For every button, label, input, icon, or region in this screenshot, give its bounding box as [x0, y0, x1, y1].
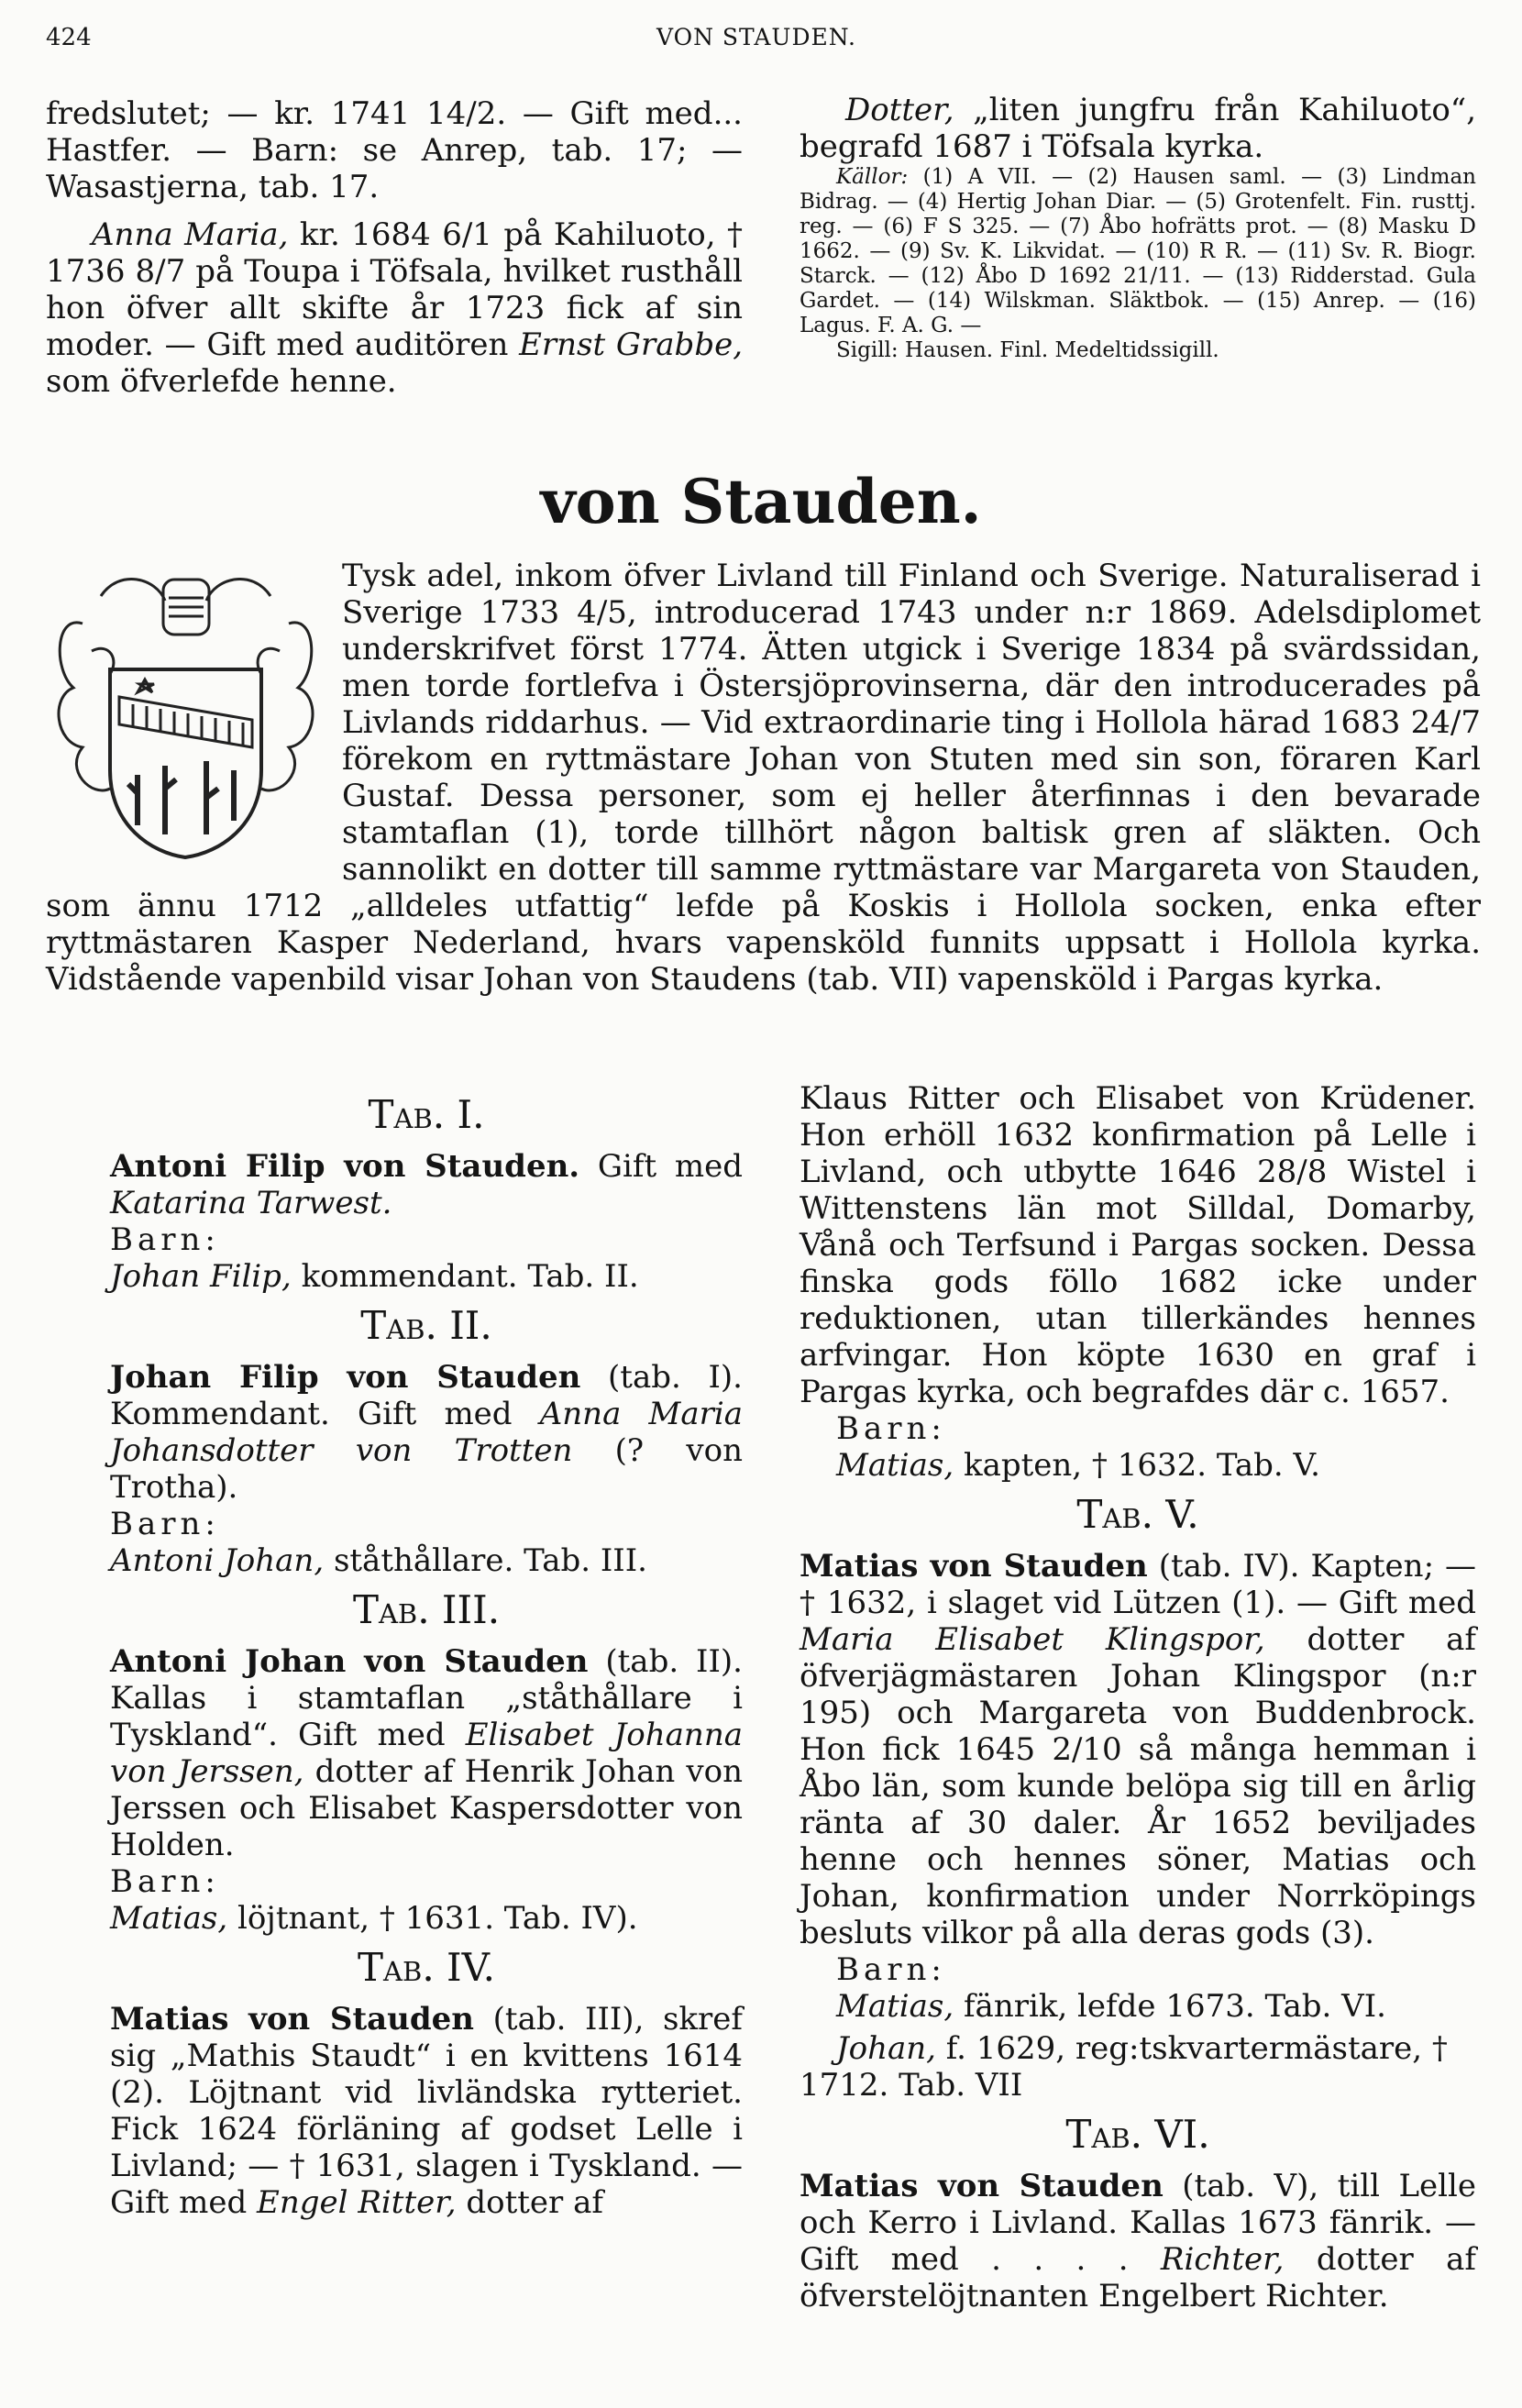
text: dotter af Henrik Johan von Jerssen och Elisabet Kaspersdotter von Holden. — [110, 1753, 744, 1863]
tab-v-entry — [800, 1548, 1476, 1951]
person-name: Anna Maria, — [92, 216, 289, 253]
tab-vi-entry — [800, 2168, 1476, 2314]
coat-of-arms-image — [46, 559, 325, 862]
barn-label: Barn: — [110, 1221, 220, 1258]
right-column-top — [800, 92, 1476, 363]
sources — [800, 165, 1476, 338]
text: (tab. II). Kallas i stamtaflan „ståthållare i Tyskland“. Gift med — [110, 1643, 743, 1753]
person-name: Antoni Johan von Stauden — [110, 1643, 589, 1680]
text: dotter af — [456, 2184, 603, 2221]
text: (tab. IV). Kapten; — † 1632, i slaget vid Lützen (1). — Gift med — [800, 1548, 1476, 1621]
child-name: Johan Filip, — [110, 1258, 292, 1295]
page-number: 424 — [46, 24, 92, 51]
barn-label: Barn: — [836, 1951, 946, 1988]
text: (tab. I). Kommendant. Gift med — [110, 1359, 743, 1432]
spouse-name: Engel Ritter, — [257, 2184, 457, 2221]
tab-heading-i: Tab. I. — [368, 1092, 485, 1137]
spouse-name: Katarina Tarwest. — [110, 1185, 392, 1221]
child-name: Johan, — [836, 2030, 936, 2067]
left-column-bottom — [110, 1084, 743, 2221]
tab-heading-ii: Tab. II. — [360, 1303, 492, 1348]
child-entry — [800, 1447, 1476, 1484]
child-entry — [110, 1542, 743, 1579]
spouse-name: Anna Maria Johansdotter von Trotten — [110, 1396, 743, 1469]
intro-paragraph — [46, 558, 1481, 998]
text: (? von Trotha). — [110, 1432, 744, 1506]
tab-ii-entry — [110, 1359, 743, 1506]
paragraph-anna-maria — [46, 216, 743, 400]
family-title: von Stauden. — [540, 466, 982, 537]
barn-label: Barn: — [110, 1863, 220, 1900]
text: kommendant. Tab. II. — [291, 1258, 639, 1295]
running-title: VON STAUDEN. — [656, 24, 856, 50]
sources-label: Källor: — [836, 165, 909, 189]
barn-label: Barn: — [836, 1410, 946, 1447]
text: dotter af öfverjägmästaren Johan Klingspor (n:r 195) och Margareta von Buddenbrock. Hon fick 1645 2/10 så många hemman i Åbo län, som kunde belöpa sig till en årlig ränta af 30 daler. År 1652 beviljades henne och hennes söner, Matias och Johan, konfirmation under Norrköpings besluts vilkor på alla deras gods (3). — [800, 1621, 1476, 1951]
tab-heading-iii: Tab. III. — [352, 1587, 501, 1632]
person-name: Matias von Stauden — [800, 1548, 1148, 1585]
paragraph-continued: fredslutet; — kr. 1741 14/2. — Gift med... Hastfer. — Barn: se Anrep, tab. 17; — Wasastjerna, tab. 17. — [46, 95, 743, 205]
intro-text: Tysk adel, inkom öfver Livland till Finland och Sverige. Naturaliserad i Sverige 1733 4/5, introducerad 1743 under n:r 1869. Adelsdiplomet underskrifvet först 1774. Ätten utgick i Sverige 1834 på svärdssidan, men torde fortlefva i Östersjöprovinserna, där den introducerades på Livlands riddarhus. — Vid extraordinarie ting i Hollola härad 1683 24/7 förekom en ryttmästare Johan von Stuten med sin son, föraren Karl Gustaf. Dessa personer, som ej heller återfinnas i den bevarade stamtaflan (1), torde tillhört någon baltisk gren af släkten. Och sannolikt en dotter till samme ryttmästare var Margareta von Stauden, som ännu 1712 „alldeles utfattig“ lefde på Koskis i Hollola socken, enka efter ryttmästaren Kasper Nederland, hvars vapensköld funnits uppsatt i Hollola kyrka. Vidstående vapenbild visar Johan von Staudens (tab. VII) vapensköld i Pargas kyrka. — [46, 558, 1481, 998]
person-name: Matias von Stauden — [110, 2001, 475, 2038]
spouse-name: Maria Elisabet Klingspor, — [800, 1621, 1265, 1658]
child-entry — [110, 1258, 743, 1295]
text: (tab. III), skref sig „Mathis Staudt“ i en kvittens 1614 (2). Löjtnant vid livländska rytteriet. Fick 1624 förläning af godset Lelle i Livland; — † 1631, slagen i Tyskland. — Gift med — [110, 2001, 743, 2221]
spouse-name: Richter, — [1160, 2241, 1285, 2278]
text: kapten, † 1632. Tab. V. — [954, 1447, 1320, 1484]
text: kr. 1684 6/1 på Kahiluoto, † 1736 8/7 på Toupa i Töfsala, hvilket rusthåll hon öfver allt skifte år 1723 fick af sin moder. — Gift med auditören — [46, 216, 743, 363]
text: „liten jungfru från Kahiluoto“, begrafd 1687 i Töfsala kyrka. — [800, 92, 1476, 165]
person-name: Johan Filip von Stauden — [110, 1359, 581, 1396]
child-name: Antoni Johan, — [110, 1542, 325, 1579]
text: ståthållare. Tab. III. — [324, 1542, 647, 1579]
tab-heading-v: Tab. V. — [1076, 1492, 1199, 1537]
left-column-top — [46, 95, 743, 400]
tab-i-entry — [110, 1148, 743, 1221]
child-name: Matias, — [110, 1900, 228, 1937]
page-header — [46, 24, 1467, 61]
sources-text: (1) A VII. — (2) Hausen saml. — (3) Lindman Bidrag. — (4) Hertig Johan Diar. — (5) Grotenfelt. Fin. rusttj. reg. — (6) F S 325. — (7) Åbo hofrätts prot. — (8) Masku D 1662. — (9) Sv. K. Likvidat. — (10) R R. — (11) Sv. R. Biogr. Starck. — (12) Åbo D 1692 21/11. — (13) Ridderstad. Gula Gardet. — (14) Wilskman. Släktbok. — (15) Anrep. — (16) Lagus. F. A. G. — — [800, 165, 1476, 337]
text: löjtnant, † 1631. Tab. IV). — [227, 1900, 638, 1937]
child-name: Matias, — [836, 1447, 954, 1484]
tab-iv-continued: Klaus Ritter och Elisabet von Krüdener. Hon erhöll 1632 konfirmation på Lelle i Livland, och utbytte 1646 28/8 Wistel i Wittenstens län mot Silldal, Domarby, Vånå och Terfsund i Pargas socken. Dessa finska gods föllo 1682 icke under reduktionen, utan tillerkändes hennes arfvingar. Hon köpte 1630 en graf i Pargas kyrka, och begrafdes där c. 1657. — [800, 1080, 1476, 1410]
text: (tab. V), till Lelle och Kerro i Livland. Kallas 1673 fänrik. — Gift med . . . . — [800, 2168, 1477, 2278]
child-entry — [110, 1900, 743, 1937]
spouse-name: Elisabet Johanna von Jerssen, — [110, 1717, 743, 1790]
barn-label: Barn: — [110, 1506, 220, 1542]
tab-iv-entry — [110, 2001, 743, 2221]
person-name: Dotter, — [845, 92, 954, 128]
child-entry — [800, 1988, 1476, 2025]
text: som öfverlefde henne. — [46, 363, 397, 400]
text: dotter af öfverstelöjtnanten Engelbert Richter. — [800, 2241, 1477, 2314]
person-name: Matias von Stauden — [800, 2168, 1164, 2204]
paragraph-dotter — [800, 92, 1476, 165]
tab-heading-vi: Tab. VI. — [1065, 2112, 1210, 2157]
tab-heading-iv: Tab. IV. — [358, 1945, 495, 1990]
text: fänrik, lefde 1673. Tab. VI. — [954, 1988, 1386, 2025]
text: f. 1629, reg:tskvartermästare, † 1712. Tab. VII — [800, 2030, 1448, 2104]
sigill-line: Sigill: Hausen. Finl. Medeltidssigill. — [836, 338, 1219, 362]
child-name: Matias, — [836, 1988, 954, 2025]
person-name: Antoni Filip von Stauden. — [110, 1148, 580, 1185]
spouse-name: Ernst Grabbe, — [519, 326, 744, 363]
tab-iii-entry — [110, 1643, 743, 1863]
right-column-bottom — [800, 1080, 1476, 2314]
text: Gift med — [579, 1148, 743, 1185]
child-entry — [800, 2030, 1476, 2104]
